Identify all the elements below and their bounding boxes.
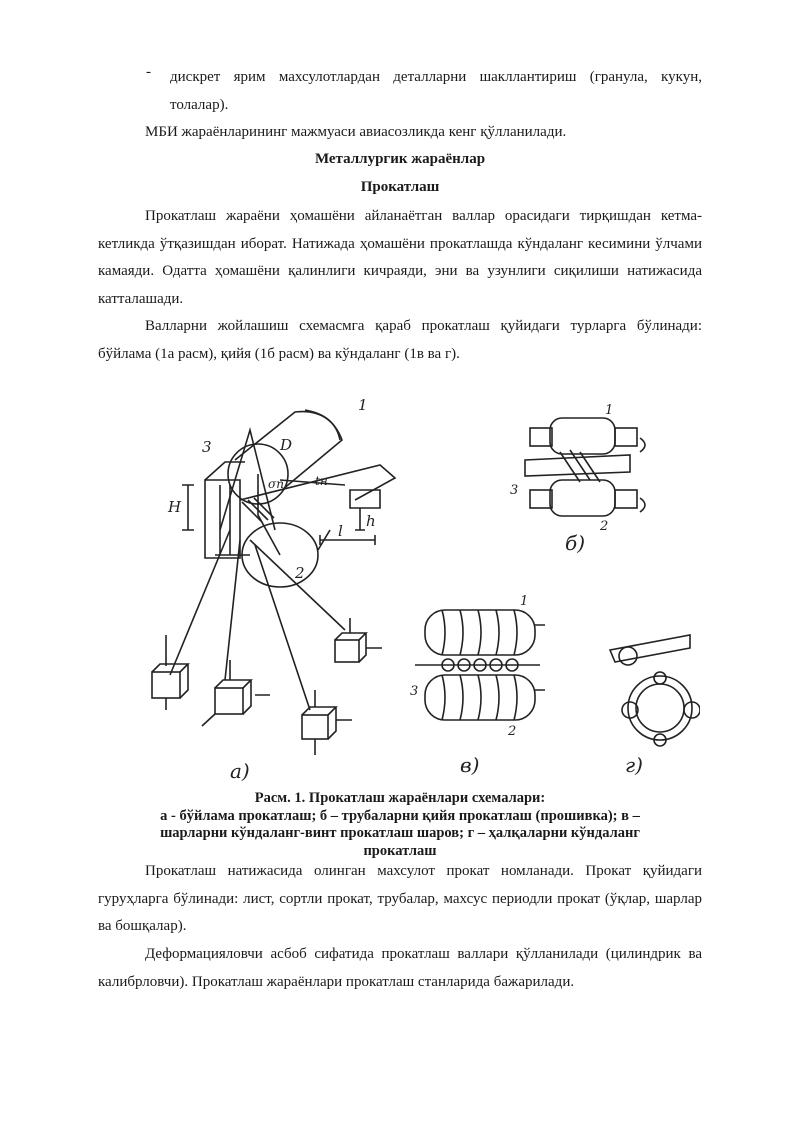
bullet-marker: -	[146, 64, 151, 80]
caption-line-2: а - бўйлама прокатлаш; б – трубаларни қийя прокатлаш (прошивка); в –	[160, 807, 640, 824]
bullet-text: дискрет ярим махсулотлардан деталларни шакллантириш (гранула, кукун, толалар).	[170, 69, 702, 113]
caption-line-3: шарларни кўндаланг-винт прокатлаш шаров; г – ҳалқаларни кўндаланг	[160, 825, 640, 841]
label-scheme-a: а)	[230, 759, 250, 783]
label-t-n: tн	[315, 474, 328, 488]
label-h: h	[366, 512, 376, 530]
label-1: 1	[358, 396, 368, 414]
scheme-g-ring-rolling	[610, 635, 700, 746]
label-scheme-g: г)	[625, 753, 643, 777]
stress-cubes	[152, 618, 382, 755]
figure-caption	[120, 790, 680, 860]
paragraph-roll-schemes: Валларни жойлашиш схемасмга қараб прокатлаш қуйидаги турларга бўлинади: бўйлама (1а расм), қийя (1б расм) ва кўндаланг (1в ва г).	[98, 318, 702, 362]
label-v-1: 1	[520, 594, 529, 609]
label-b-3: 3	[510, 483, 519, 498]
label-v-3: 3	[410, 684, 419, 699]
scheme-v-ball-rolling	[415, 610, 545, 720]
label-scheme-b: б)	[565, 531, 586, 555]
label-scheme-v: в)	[460, 753, 480, 777]
label-H: H	[168, 498, 182, 516]
rolling-schemes-figure	[130, 390, 700, 785]
paragraph-mbi: МБИ жараёнларининг мажмуаси авиасозликда кенг қўлланилади.	[145, 124, 567, 140]
caption-line-4: прокатлаш	[363, 842, 437, 859]
label-D: D	[280, 436, 293, 454]
scheme-b-piercing	[525, 418, 645, 516]
caption-line-1: Расм. 1. Прокатлаш жараёнлари схемалари:	[254, 790, 546, 806]
label-b-1: 1	[605, 403, 614, 418]
paragraph-prokat: Прокатлаш натижасида олинган махсулот прокат номланади. Прокат қуйидаги гуруҳларга бўлинади: лист, сортли прокат, трубалар, махсус периодли прокат (ўқлар, шарлар ва бошқалар).	[98, 863, 702, 934]
label-b-2: 2	[600, 519, 609, 534]
label-sigma-n: σп	[268, 477, 284, 491]
subsection-heading: Прокатлаш	[360, 179, 440, 195]
label-3: 3	[202, 438, 212, 456]
label-2: 2	[295, 564, 305, 582]
paragraph-rolling-process: Прокатлаш жараёни ҳомашёни айланаётган валлар орасидаги тирқишдан кетма-кетликда ўтқазишдан иборат. Натижада ҳомашёни прокатлашда кўндаланг кесимини ўлчами камаяди. Одатта ҳомашёни қалинлиги кичраяди, эни ва узунлиги сиқилиши натижасида катталашади.	[98, 208, 702, 307]
label-l: l	[338, 522, 343, 540]
section-heading: Металлургик жараёнлар	[314, 151, 486, 167]
label-v-2: 2	[508, 724, 517, 739]
paragraph-deformation-tool: Деформацияловчи асбоб сифатида прокатлаш валлари қўлланилади (цилиндрик ва калибрловчи). Прокатлаш жараёнлари прокатлаш станларида бажарилади.	[98, 946, 702, 990]
